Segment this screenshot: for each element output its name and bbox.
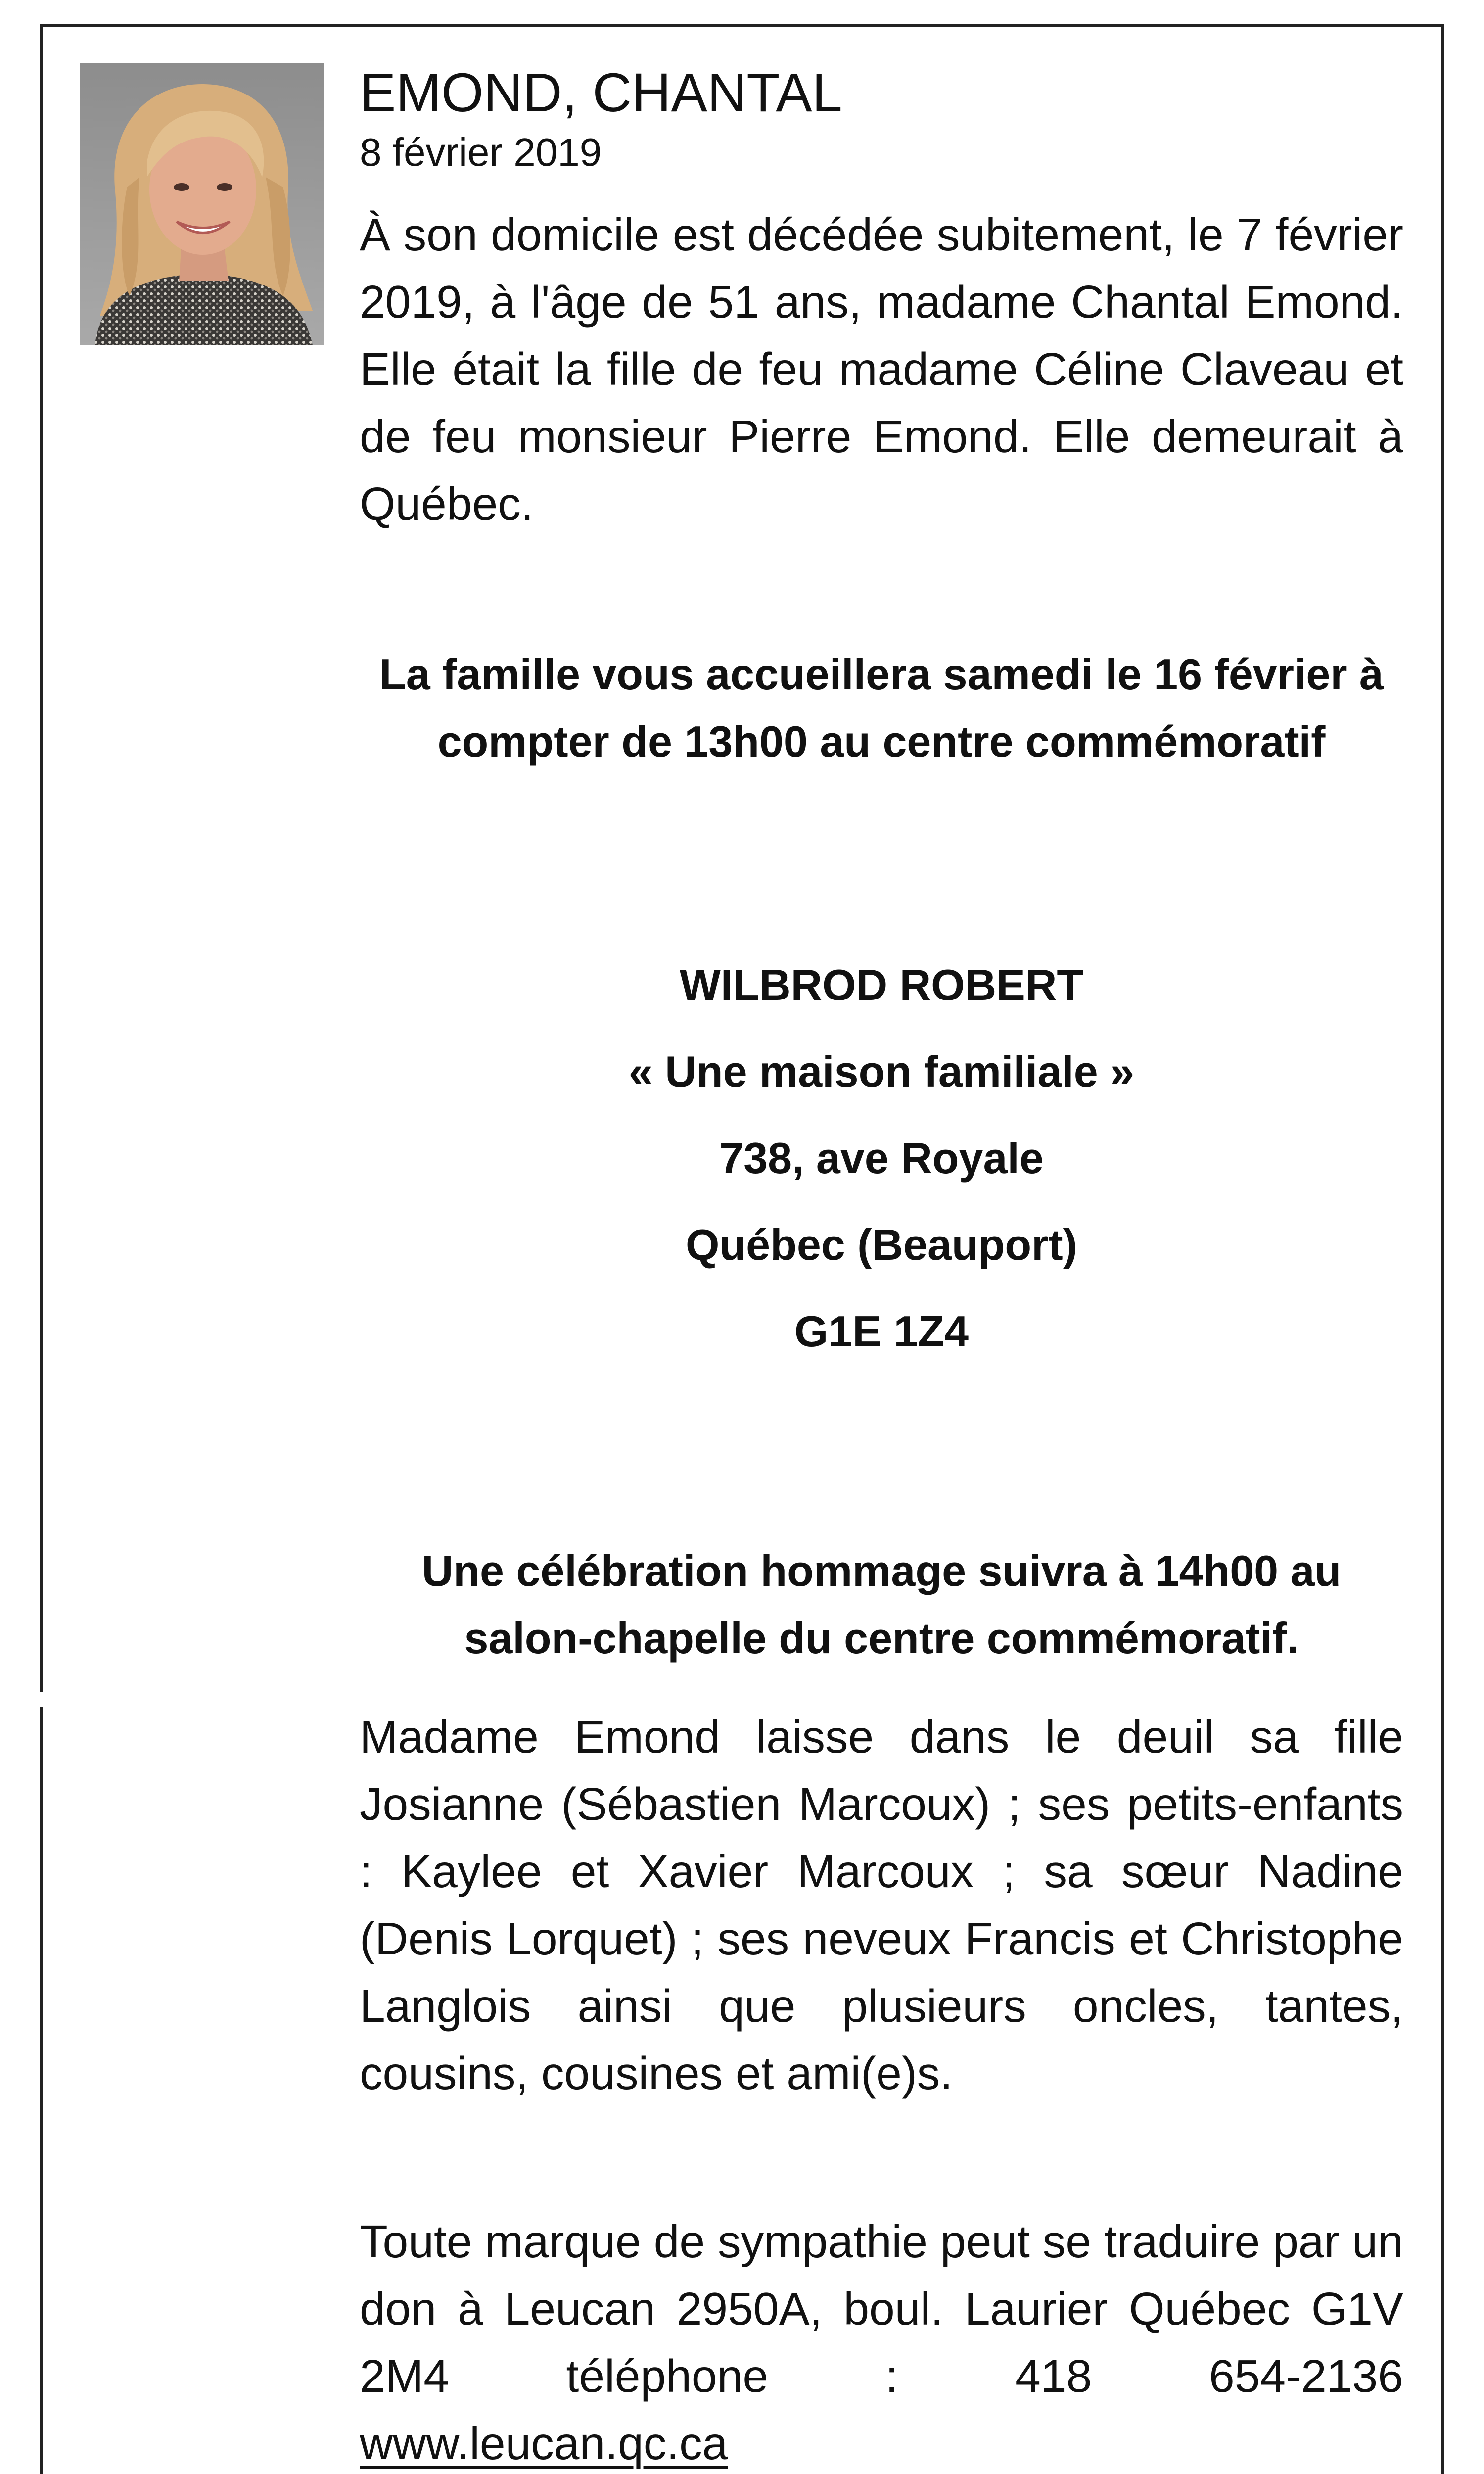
leucan-link[interactable]: www.leucan.qc.ca xyxy=(360,2418,728,2469)
intro-block xyxy=(360,201,1403,537)
celebration-text: Une célébration hommage suivra à 14h00 au salon-chapelle du centre commémoratif. xyxy=(421,1546,1342,1663)
visitation-text: La famille vous accueillera samedi le 16 février à compter de 13h00 au centre commémoratif xyxy=(379,650,1384,766)
donation-block xyxy=(360,2208,1403,2474)
donation-paragraph: Toute marque de sympathie peut se traduire par un don à Leucan 2950A, boul. Laurier Québec G1V 2M4 téléphone : 418 654-2136 xyxy=(360,2216,1403,2402)
visitation-block xyxy=(360,641,1403,775)
celebration-block xyxy=(360,1537,1403,1672)
frame-gap xyxy=(36,1692,46,1707)
funeral-home-street: 738, ave Royale xyxy=(719,1134,1044,1183)
funeral-home-city: Québec (Beauport) xyxy=(685,1220,1078,1269)
portrait-image xyxy=(80,63,324,345)
portrait-photo xyxy=(80,63,324,345)
funeral-home-slogan: « Une maison familiale » xyxy=(628,1047,1135,1096)
intro-paragraph: À son domicile est décédée subitement, le 7 février 2019, à l'âge de 51 ans, madame Chantal Emond. Elle était la fille de feu madame Céline Claveau et de feu monsieur Pierre Emond. Elle demeurait à Québec. xyxy=(360,209,1403,529)
deceased-name: EMOND, CHANTAL xyxy=(360,62,842,123)
publication-date: 8 février 2019 xyxy=(360,130,602,174)
funeral-home-name: WILBROD ROBERT xyxy=(679,960,1084,1009)
survivors-paragraph: Madame Emond laisse dans le deuil sa fille Josianne (Sébastien Marcoux) ; ses petits-enfants : Kaylee et Xavier Marcoux ; sa sœur Nadine (Denis Lorquet) ; ses neveux Francis et Christophe Langlois ainsi que plusieurs oncles, tantes, cousins, cousines et ami(e)s. xyxy=(360,1711,1403,2099)
survivors-block xyxy=(360,1703,1403,2107)
funeral-home-postal-code: G1E 1Z4 xyxy=(794,1307,969,1356)
funeral-home-address xyxy=(360,942,1403,1375)
